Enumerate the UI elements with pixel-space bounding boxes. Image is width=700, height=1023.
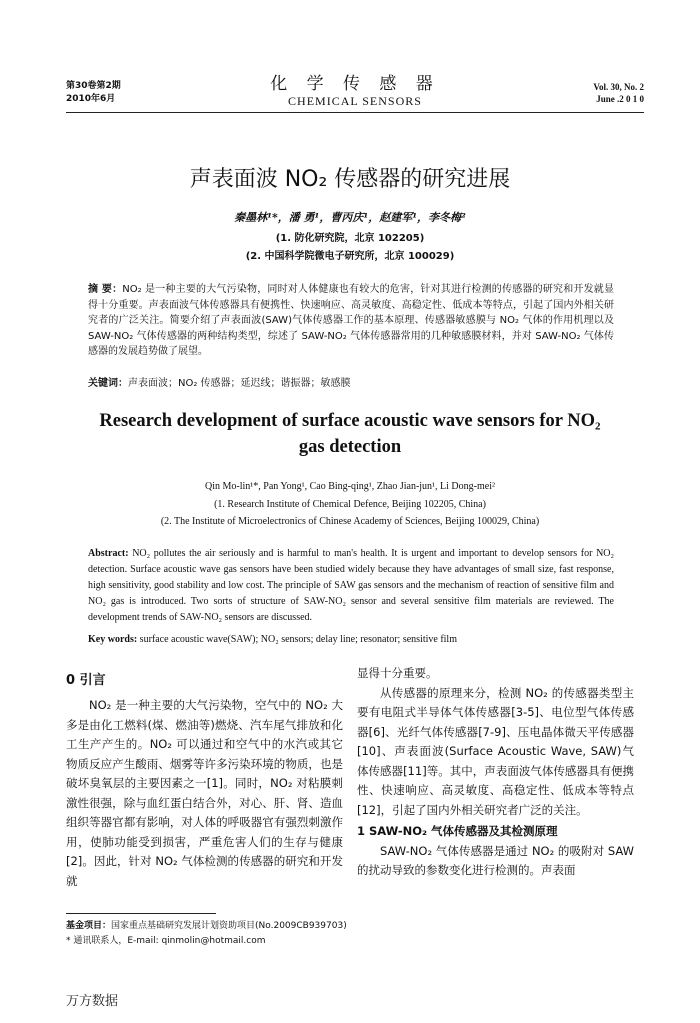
journal-name-cn: 化 学 传 感 器 bbox=[270, 74, 440, 94]
volume-issue-cn: 第30卷第2期 bbox=[66, 81, 121, 91]
header-divider bbox=[66, 112, 644, 113]
keywords-cn bbox=[88, 374, 614, 389]
keywords-en-label: Key words: bbox=[88, 634, 138, 645]
affiliation-en-1: (1. Research Institute of Chemical Defence, Beijing 102205, China) bbox=[214, 499, 486, 510]
abstract-cn bbox=[88, 282, 614, 360]
abstract-en bbox=[88, 546, 614, 626]
funding-note bbox=[66, 919, 347, 934]
section-1-heading: 1 SAW-NO₂ 气体传感器及其检测原理 bbox=[357, 824, 558, 838]
authors-cn: 秦墨林¹*，潘 勇¹，曹丙庆¹，赵建军¹，李冬梅² bbox=[234, 211, 466, 224]
abstract-cn-text: NO₂ 是一种主要的大气污染物，同时对人体健康也有较大的危害，针对其进行检测的传感器的研究和开发就显得十分重要。声表面波气体传感器具有便携性、快速响应、高灵敏度、高稳定性、低成本等特点，引起了国内外相关研究者的广泛关注。简要介绍了声表面波(SAW)气体传感器工作的基本原理、传感器敏感膜与 NO₂ 气体的作用机理以及 SAW-NO₂ 气体传感器的两种结构类型，综述了 SAW-NO₂ 气体传感器常用的几种敏感膜材料，并对 SAW-NO₂ 气体传感器的发展趋势做了展望。 bbox=[88, 284, 614, 357]
keywords-en bbox=[88, 634, 614, 645]
volume-issue-en: Vol. 30, No. 2 bbox=[593, 82, 644, 92]
keywords-cn-label: 关键词： bbox=[88, 378, 128, 389]
section-0-heading: 0 引言 bbox=[66, 673, 106, 688]
affiliation-cn-1: (1. 防化研究院，北京 102205) bbox=[275, 233, 425, 244]
page-header bbox=[66, 70, 644, 110]
date-en: June .2 0 1 0 bbox=[596, 94, 644, 104]
funding-text: 国家重点基础研究发展计划资助项目(No.2009CB939703) bbox=[111, 921, 347, 931]
abstract-en-label: Abstract: bbox=[88, 548, 129, 559]
contact-note: * 通讯联系人，E-mail: qinmolin@hotmail.com bbox=[66, 936, 266, 946]
title-en: Research development of surface acoustic wave sensors for NO₂ gas detection bbox=[99, 411, 601, 457]
sensor-types-paragraph: 从传感器的原理来分，检测 NO₂ 的传感器类型主要有电阻式半导体气体传感器[3-5]、电位型气体传感器[6]、光纤气体传感器[7-9]、压电晶体微天平传感器[10]、声表面波(Surface Acoustic Wave, SAW)气体传感器[11]等。其中，声表面波气体传感器具有便携性、快速响应、高灵敏度、高稳定性、低成本等特点[12]，引起了国内外相关研究者广泛的关注。 bbox=[357, 685, 634, 817]
section-1-paragraph: SAW-NO₂ 气体传感器是通过 NO₂ 的吸附对 SAW 的扰动导致的参数变化进行检测的。声表面 bbox=[357, 843, 634, 877]
title-cn: 声表面波 NO₂ 传感器的研究进展 bbox=[189, 167, 511, 192]
journal-name-en: CHEMICAL SENSORS bbox=[288, 94, 422, 108]
authors-en: Qin Mo-lin¹*, Pan Yong¹, Cao Bing-qing¹, Zhao Jian-jun¹, Li Dong-mei² bbox=[205, 481, 495, 492]
intro-paragraph-continued: 显得十分重要。 bbox=[357, 666, 438, 680]
body-column-left bbox=[66, 664, 343, 891]
funding-label: 基金项目： bbox=[66, 921, 112, 931]
footnote-divider bbox=[66, 913, 216, 914]
keywords-en-text: surface acoustic wave(SAW); NO₂ sensors; delay line; resonator; sensitive film bbox=[139, 634, 457, 645]
footnotes bbox=[66, 919, 347, 949]
abstract-en-text: NO₂ pollutes the air seriously and is harmful to man's health. It is urgent and important to develop sensors for NO₂ detection. Surface acoustic wave gas sensors have been studied widely because they have advantages of small size, fast response, high sensitivity, good stability and low cost. The principle of SAW gas sensors and the mechanism of reaction of sensitive film and NO₂ gas is introduced. Two sorts of structure of SAW-NO₂ sensor and several sensitive film materials are reviewed. The development trends of SAW-NO₂ sensors are discussed. bbox=[88, 548, 614, 623]
keywords-cn-text: 声表面波；NO₂ 传感器；延迟线；谐振器；敏感膜 bbox=[128, 378, 351, 389]
affiliation-en-2: (2. The Institute of Microelectronics of Chinese Academy of Sciences, Beijing 100029, China) bbox=[160, 516, 540, 527]
header-right bbox=[593, 81, 644, 105]
journal-name bbox=[66, 74, 644, 108]
affiliation-cn-2: (2. 中国科学院微电子研究所，北京 100029) bbox=[245, 251, 455, 262]
intro-paragraph: NO₂ 是一种主要的大气污染物，空气中的 NO₂ 大多是由化工燃料(煤、燃油等)燃烧、汽车尾气排放和化工生产产生的。NO₂ 可以通过和空气中的水汽或其它物质反应产生酸雨、烟雾等许多污染环境的物质，也是破坏臭氧层的主要因素之一[1]。同时，NO₂ 对粘膜刺激性很强，除与血红蛋白结合外，对心、肝、肾、造血组织等器官都有影响，对人体的呼吸器官有强烈刺激作用，使肺功能受到损害，严重危害人们的生存与健康[2]。因此，针对 NO₂ 气体检测的传感器的研究和开发就 bbox=[66, 698, 343, 888]
date-cn: 2010年6月 bbox=[66, 94, 116, 104]
wanfang-watermark: 万方数据 bbox=[66, 994, 119, 1009]
abstract-cn-label: 摘 要： bbox=[88, 284, 123, 295]
body-column-right bbox=[357, 664, 634, 881]
